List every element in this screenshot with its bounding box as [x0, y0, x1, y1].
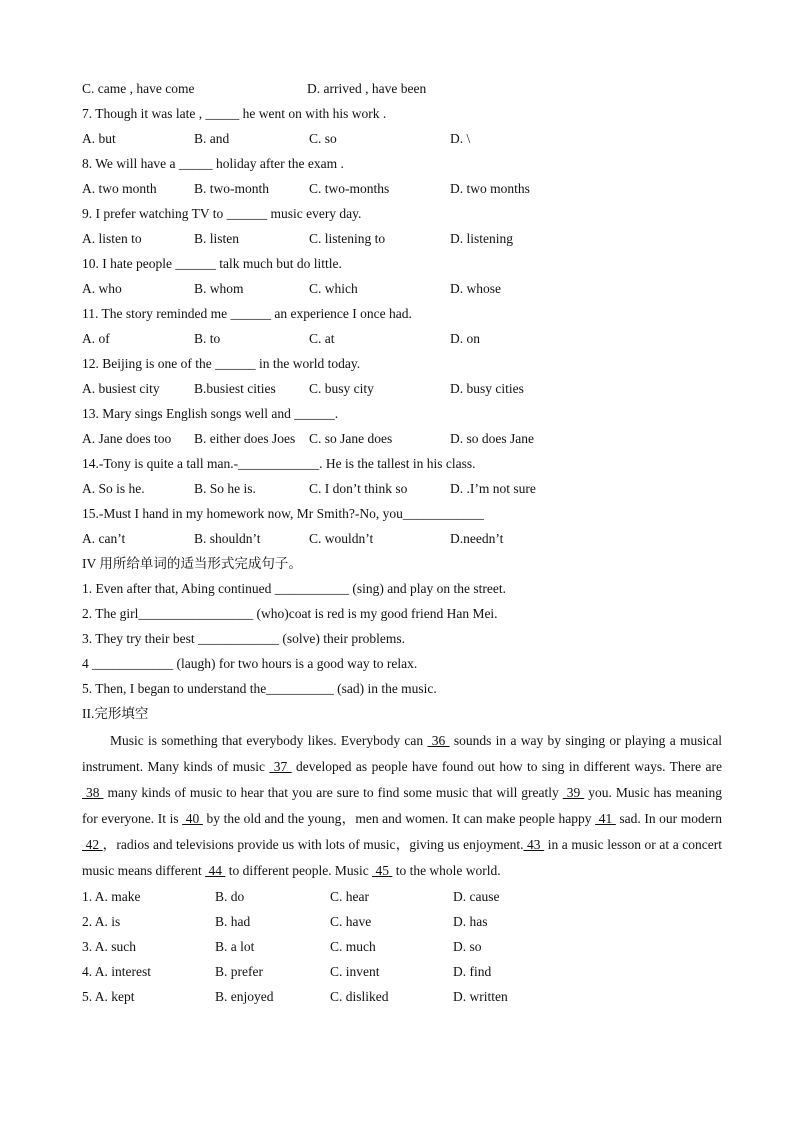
option-d: D. so [453, 939, 482, 954]
worksheet-page [82, 76, 722, 1009]
question-line: 11. The story reminded me ______ an experience I once had. [82, 306, 412, 321]
option-d: D. has [453, 914, 488, 929]
question-line: II.完形填空 [82, 706, 149, 721]
option-c: C. at [309, 331, 335, 346]
options-row [82, 476, 722, 501]
option-c: C. hear [330, 889, 369, 904]
option-a: A. listen to [82, 231, 142, 246]
passage-blank: 40 [182, 811, 203, 826]
option-a: A. of [82, 331, 110, 346]
option-c: C. wouldn’t [309, 531, 374, 546]
option-a: 3. A. such [82, 939, 136, 954]
options-row [82, 276, 722, 301]
passage-text: you. Music has meaning for everyone. It is [82, 785, 723, 826]
option-b: B. listen [194, 231, 240, 246]
options-row [82, 326, 722, 351]
option-c: C. invent [330, 964, 380, 979]
passage-blank: 42 [82, 837, 103, 852]
option-d: D. busy cities [450, 381, 524, 396]
cloze-passage [82, 728, 722, 884]
option-b: B. a lot [215, 939, 255, 954]
question-line: IV 用所给单词的适当形式完成句子。 [82, 556, 302, 571]
option-c: C. I don’t think so [309, 481, 408, 496]
cloze-options-row [82, 984, 722, 1009]
passage-blank: 41 [595, 811, 616, 826]
option-c: C. listening to [309, 231, 386, 246]
option-a: A. can’t [82, 531, 126, 546]
options-row [82, 426, 722, 451]
option-d: D. whose [450, 281, 501, 296]
option-a: 4. A. interest [82, 964, 151, 979]
passage-text: Music is something that everybody likes. Everybody can [110, 733, 428, 748]
option-b: B. two-month [194, 181, 270, 196]
option-a: 5. A. kept [82, 989, 135, 1004]
option-d: D. two months [450, 181, 530, 196]
cloze-options-row [82, 934, 722, 959]
cloze-options [82, 884, 722, 1009]
options-row [82, 226, 722, 251]
options-row [82, 76, 722, 101]
option-b: B. had [215, 914, 251, 929]
option-d: D. so does Jane [450, 431, 534, 446]
question-line: 5. Then, I began to understand the__________ (sad) in the music. [82, 681, 437, 696]
option-b: B. prefer [215, 964, 263, 979]
option-a: A. two month [82, 181, 157, 196]
passage-text: in a music lesson or at a concert music means different [82, 837, 722, 878]
option-d: D. find [453, 964, 492, 979]
cloze-options-row [82, 884, 722, 909]
passage-blank: 45 [372, 863, 393, 878]
passage-text: to different people. Music [225, 863, 373, 878]
question-line: 9. I prefer watching TV to ______ music every day. [82, 206, 362, 221]
question-line: 13. Mary sings English songs well and ______. [82, 406, 339, 421]
question-line: 3. They try their best ____________ (solve) their problems. [82, 631, 405, 646]
option-d: D. listening [450, 231, 513, 246]
passage-text: ，radios and televisions provide us with lots of music，giving us enjoyment. [102, 837, 524, 852]
option-b: B. either does Joes [194, 431, 296, 446]
option-b: B. shouldn’t [194, 531, 261, 546]
option-b: B. do [215, 889, 245, 904]
option-b: B. So he is. [194, 481, 256, 496]
question-line: 2. The girl_________________ (who)coat is red is my good friend Han Mei. [82, 606, 498, 621]
question-line: 4 ____________ (laugh) for two hours is a good way to relax. [82, 656, 418, 671]
option-d: D. on [450, 331, 480, 346]
option-b: B. enjoyed [215, 989, 274, 1004]
question-line: 8. We will have a _____ holiday after the exam . [82, 156, 344, 171]
question-line: 15.-Must I hand in my homework now, Mr Smith?-No, you____________ [82, 506, 484, 521]
passage-text: developed as people have found out how to sing in different ways. There are [291, 759, 722, 774]
option-d: D. .I’m not sure [450, 481, 536, 496]
option-c: C. which [309, 281, 358, 296]
option-c: C. two-months [309, 181, 390, 196]
option-d: D. arrived , have been [307, 81, 427, 96]
passage-blank: 36 [427, 733, 450, 748]
passage-blank: 39 [562, 785, 585, 800]
question-line: 14.-Tony is quite a tall man.-____________. He is the tallest in his class. [82, 456, 476, 471]
question-line: 12. Beijing is one of the ______ in the world today. [82, 356, 361, 371]
question-list [82, 76, 722, 726]
option-a: A. So is he. [82, 481, 145, 496]
option-b: B.busiest cities [194, 381, 276, 396]
passage-text: to the whole world. [392, 863, 501, 878]
passage-text: by the old and the young，men and women. It can make people happy [202, 811, 596, 826]
option-c: C. disliked [330, 989, 389, 1004]
option-a: 1. A. make [82, 889, 141, 904]
option-c: C. have [330, 914, 372, 929]
option-a: A. Jane does too [82, 431, 172, 446]
passage-text: many kinds of music to hear that you are sure to find some music that will greatly [103, 785, 563, 800]
passage-blank: 44 [205, 863, 226, 878]
passage-blank: 43 [523, 837, 545, 852]
passage-blank: 38 [82, 785, 104, 800]
option-d: D. cause [453, 889, 500, 904]
options-row [82, 176, 722, 201]
option-c: C. much [330, 939, 376, 954]
passage-text: sounds in a way by singing or playing a musical instrument. Many kinds of music [82, 733, 723, 774]
option-a: 2. A. is [82, 914, 121, 929]
question-line: 7. Though it was late , _____ he went on with his work . [82, 106, 387, 121]
option-c: C. busy city [309, 381, 374, 396]
cloze-options-row [82, 959, 722, 984]
option-d: D. \ [450, 131, 471, 146]
option-d: D. written [453, 989, 508, 1004]
option-a: A. but [82, 131, 116, 146]
options-row [82, 526, 722, 551]
option-b: B. to [194, 331, 221, 346]
option-c: C. so [309, 131, 337, 146]
option-b: B. and [194, 131, 230, 146]
passage-text: sad. In our modern [615, 811, 723, 826]
question-line: 10. I hate people ______ talk much but do little. [82, 256, 342, 271]
option-a: A. who [82, 281, 122, 296]
option-b: B. whom [194, 281, 244, 296]
option-c: C. came , have come [82, 81, 195, 96]
passage-blank: 37 [269, 759, 292, 774]
option-a: A. busiest city [82, 381, 160, 396]
cloze-options-row [82, 909, 722, 934]
option-c: C. so Jane does [309, 431, 393, 446]
options-row [82, 126, 722, 151]
option-d: D.needn’t [450, 531, 504, 546]
question-line: 1. Even after that, Abing continued ___________ (sing) and play on the street. [82, 581, 507, 596]
options-row [82, 376, 722, 401]
